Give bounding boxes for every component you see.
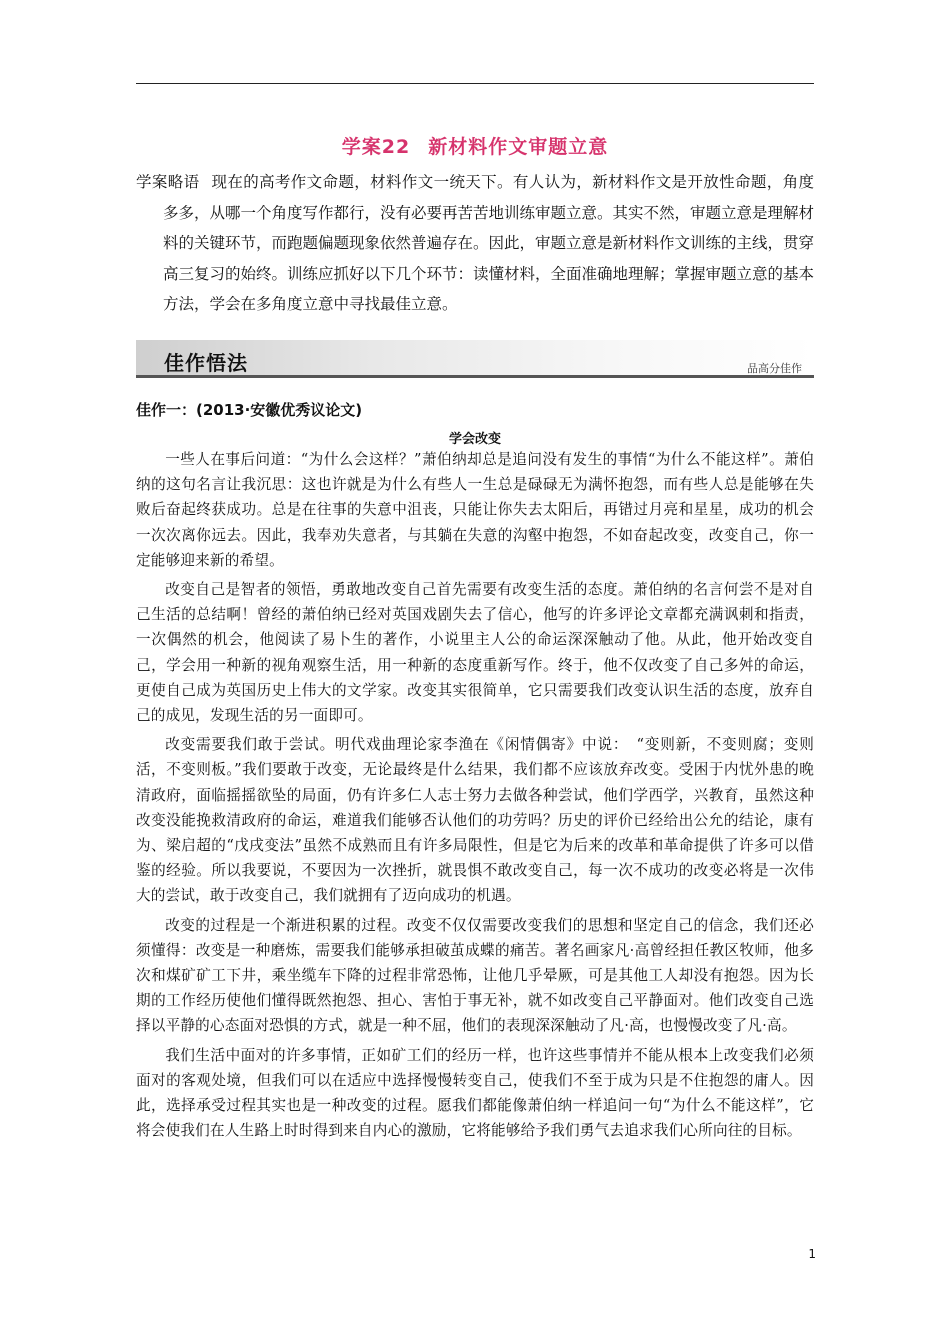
header-rule	[136, 83, 814, 84]
essay-paragraph: 一些人在事后问道：“为什么会这样？”萧伯纳却总是追问没有发生的事情“为什么不能这样”。萧伯纳的这句名言让我沉思：这也许就是为什么有些人一生总是碌碌无为满怀抱怨，而有些人总是能够在失败后奋起终获成功。总是在往事的失意中沮丧，只能让你失去太阳后，再错过月亮和星星，成功的机会一次次离你远去。因此，我奉劝失意者，与其躺在失意的沟壑中抱怨，不如奋起改变，改变自己，你一定能够迎来新的希望。	[136, 451, 814, 569]
essay-title: 学会改变	[448, 432, 501, 447]
title-text: 新材料作文审题立意	[428, 136, 609, 158]
intro-lead: 学案略语	[136, 173, 200, 191]
title-prefix: 学案22	[341, 136, 411, 158]
section-header	[136, 340, 814, 378]
section-rule	[136, 375, 814, 378]
intro-block	[136, 167, 814, 320]
section-tag: 品高分佳作	[747, 362, 802, 375]
essay-paragraph: 我们生活中面对的许多事情，正如矿工们的经历一样，也许这些事情并不能从根本上改变我们必须面对的客观处境，但我们可以在适应中选择慢慢转变自己，使我们不至于成为只是不住抱怨的庸人。因此，选择承受过程其实也是一种改变的过程。愿我们都能像萧伯纳一样追问一句“为什么不能这样”，它将会使我们在人生路上时时得到来自内心的激励，它将能够给予我们勇气去追求我们心所向往的目标。	[136, 1046, 814, 1140]
essay-paragraph: 改变自己是智者的领悟，勇敢地改变自己首先需要有改变生活的态度。萧伯纳的名言何尝不是对自己生活的总结啊！曾经的萧伯纳已经对英国戏剧失去了信心，他写的许多评论文章都充满讽刺和指责，一次偶然的机会，他阅读了易卜生的著作，小说里主人公的命运深深触动了他。从此，他开始改变自己，学会用一种新的视角观察生活，用一种新的态度重新写作。终于，他不仅改变了自己多舛的命运，更使自己成为英国历史上伟大的文学家。改变其实很简单，它只需要我们改变认识生活的态度，放弃自己的成见，发现生活的另一面即可。	[136, 581, 814, 725]
essay-body	[136, 447, 814, 1147]
essay-label: 佳作一：(2013·安徽优秀议论文)	[136, 401, 363, 419]
page-number: 1	[808, 1247, 816, 1261]
page-title	[0, 132, 950, 159]
essay-paragraph: 改变需要我们敢于尝试。明代戏曲理论家李渔在《闲情偶寄》中说： “变则新，不变则腐；变则活，不变则板。”我们要敢于改变，无论最终是什么结果，我们都不应该放弃改变。受困于内忧外患的晚清政府，面临摇摇欲坠的局面，仍有许多仁人志士努力去做各种尝试，他们学西学，兴教育，虽然这种改变没能挽救清政府的命运，难道我们能够否认他们的功劳吗？历史的评价已经给出公允的结论，康有为、梁启超的“戊戌变法”虽然不成熟而且有许多局限性，但是它为后来的改革和革命提供了许多可以借鉴的经验。所以我要说，不要因为一次挫折，就畏惧不敢改变自己，每一次不成功的改变必将是一次伟大的尝试，敢于改变自己，我们就拥有了迈向成功的机遇。	[136, 736, 814, 905]
intro-body: 现在的高考作文命题，材料作文一统天下。有人认为，新材料作文是开放性命题，角度多多，从哪一个角度写作都行，没有必要再苦苦地训练审题立意。其实不然，审题立意是理解材料的关键环节，而跑题偏题现象依然普遍存在。因此，审题立意是新材料作文训练的主线，贯穿高三复习的始终。训练应抓好以下几个环节：读懂材料，全面准确地理解；掌握审题立意的基本方法，学会在多角度立意中寻找最佳立意。	[163, 173, 815, 313]
essay-paragraph: 改变的过程是一个渐进积累的过程。改变不仅仅需要改变我们的思想和坚定自己的信念，我们还必须懂得：改变是一种磨炼，需要我们能够承担破茧成蝶的痛苦。著名画家凡·高曾经担任教区牧师，他多次和煤矿矿工下井，乘坐缆车下降的过程非常恐怖，让他几乎晕厥，可是其他工人却没有抱怨。因为长期的工作经历使他们懂得既然抱怨、担心、害怕于事无补，就不如改变自己平静面对。他们改变自己选择以平静的心态面对恐惧的方式，就是一种不屈，他们的表现深深触动了凡·高，也慢慢改变了凡·高。	[136, 916, 814, 1035]
section-title: 佳作悟法	[164, 351, 248, 375]
